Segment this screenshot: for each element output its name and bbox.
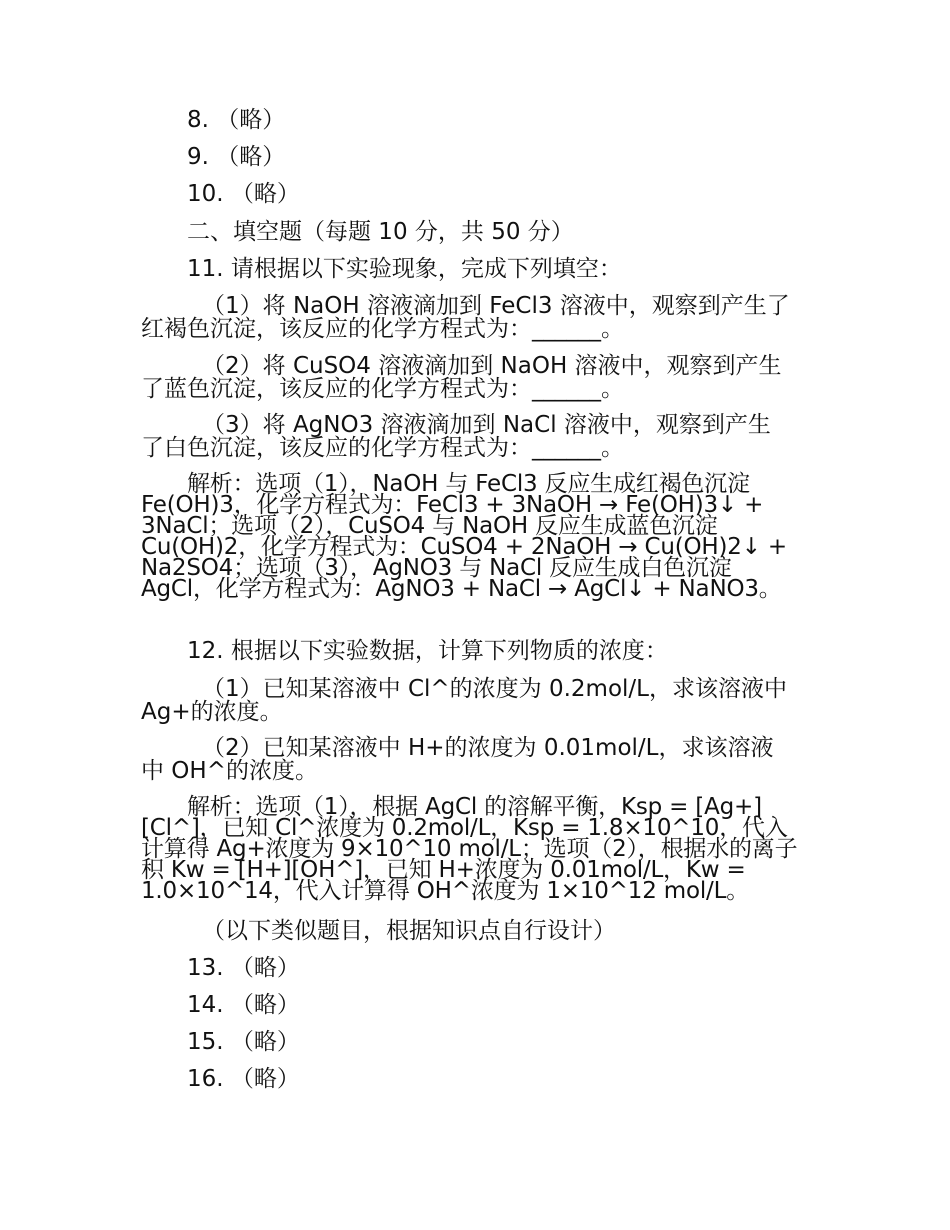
question-10: 10. （略） — [187, 181, 300, 207]
question-11-part-2: （2）将 CuSO4 溶液滴加到 NaOH 溶液中，观察到产生 — [202, 353, 782, 379]
question-9: 9. （略） — [187, 144, 286, 170]
question-8: 8. （略） — [187, 107, 286, 133]
question-12-part-1: （1）已知某溶液中 Cl^的浓度为 0.2mol/L，求该溶液中 — [202, 676, 787, 702]
question-11-part-2-cont: 了蓝色沉淀，该反应的化学方程式为：______。 — [141, 376, 624, 402]
question-11-part-3-cont: 了白色沉淀，该反应的化学方程式为：______。 — [141, 435, 624, 461]
section-heading-fill-in: 二、填空题（每题 10 分，共 50 分） — [187, 219, 574, 245]
question-12-part-2-cont: 中 OH^的浓度。 — [141, 758, 318, 784]
question-11: 11. 请根据以下实验现象，完成下列填空： — [187, 256, 622, 282]
question-12-part-2: （2）已知某溶液中 H+的浓度为 0.01mol/L，求该溶液 — [202, 735, 774, 761]
design-note: （以下类似题目，根据知识点自行设计） — [202, 918, 616, 944]
analysis-12: 解析：选项（1），根据 AgCl 的溶解平衡，Ksp = [Ag+][Cl^]，已知 Cl^浓度为 0.2mol/L，Ksp = 1.8×10^10，代入计算得 Ag+浓度为 9×10^10 mol/L；选项（2），根据水的离子积 Kw = [H+][OH^]，已知 H+浓度为 0.01mol/L，Kw = 1.0×10^14，代入计算得 OH^浓度为 1×10^12 mol/L。 — [141, 794, 798, 904]
question-16: 16. （略） — [187, 1066, 300, 1092]
analysis-11: 解析：选项（1），NaOH 与 FeCl3 反应生成红褐色沉淀 Fe(OH)3，化学方程式为：FeCl3 + 3NaOH → Fe(OH)3↓ + 3NaCl；选项（2），CuSO4 与 NaOH 反应生成蓝色沉淀 Cu(OH)2，化学方程式为：CuSO4 + 2NaOH → Cu(OH)2↓ + Na2SO4；选项（3），AgNO3 与 NaCl 反应生成白色沉淀 AgCl，化学方程式为：AgNO3 + NaCl → AgCl↓ + NaNO3。 — [141, 471, 787, 602]
question-14: 14. （略） — [187, 992, 300, 1018]
question-11-part-1-cont: 红褐色沉淀，该反应的化学方程式为：______。 — [141, 316, 624, 342]
question-11-part-3: （3）将 AgNO3 溶液滴加到 NaCl 溶液中，观察到产生 — [202, 412, 771, 438]
question-15: 15. （略） — [187, 1029, 300, 1055]
question-13: 13. （略） — [187, 955, 300, 981]
question-11-part-1: （1）将 NaOH 溶液滴加到 FeCl3 溶液中，观察到产生了 — [202, 293, 790, 319]
question-12-part-1-cont: Ag+的浓度。 — [141, 699, 283, 725]
question-12: 12. 根据以下实验数据，计算下列物质的浓度： — [187, 638, 668, 664]
